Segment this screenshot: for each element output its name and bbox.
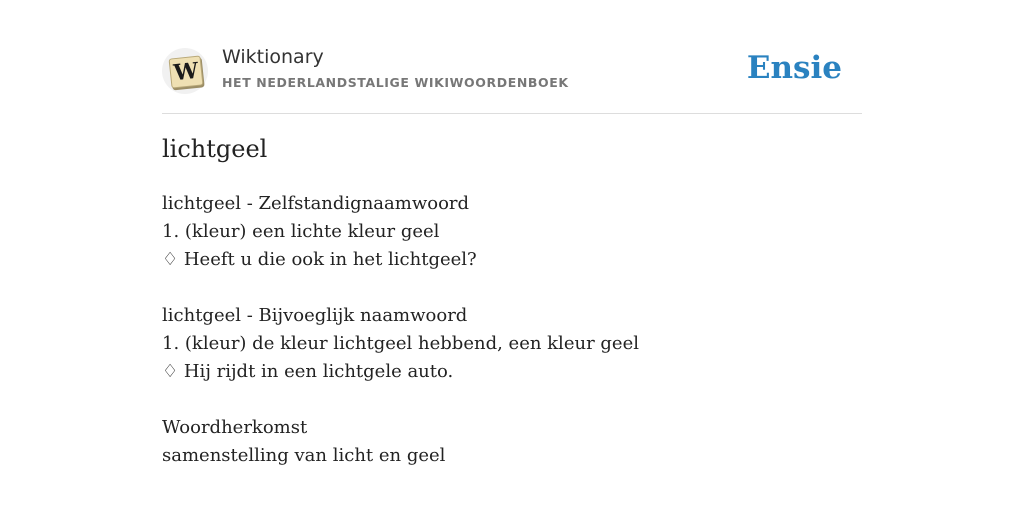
site-name[interactable]: Wiktionary [222,46,324,68]
definition-section-noun [162,190,862,274]
etymology-section [162,414,862,470]
section-heading: Woordherkomst [162,417,308,438]
example-sentence: ♢ Heeft u die ook in het lichtgeel? [162,249,477,270]
etymology-text: samenstelling van licht en geel [162,445,446,466]
ensie-brand-link[interactable]: Ensie [746,50,842,86]
header-divider [162,113,862,114]
entry-headword: lichtgeel [162,135,268,163]
definition-section-adjective [162,302,862,386]
section-spacer [162,274,862,302]
section-heading: lichtgeel - Bijvoeglijk naamwoord [162,305,468,326]
site-tagline: HET NEDERLANDSTALIGE WIKIWOORDENBOEK [222,75,569,90]
wiktionary-logo[interactable] [162,48,208,94]
example-sentence: ♢ Hij rijdt in een lichtgele auto. [162,361,454,382]
definition-text: 1. (kleur) de kleur lichtgeel hebbend, een kleur geel [162,333,639,354]
definition-text: 1. (kleur) een lichte kleur geel [162,221,440,242]
section-heading: lichtgeel - Zelfstandignaamwoord [162,193,470,214]
page [162,0,862,512]
logo-tile-icon [169,55,204,88]
section-spacer [162,386,862,414]
entry-content [162,190,862,470]
logo-letter: W [172,57,200,87]
site-header [162,44,862,100]
